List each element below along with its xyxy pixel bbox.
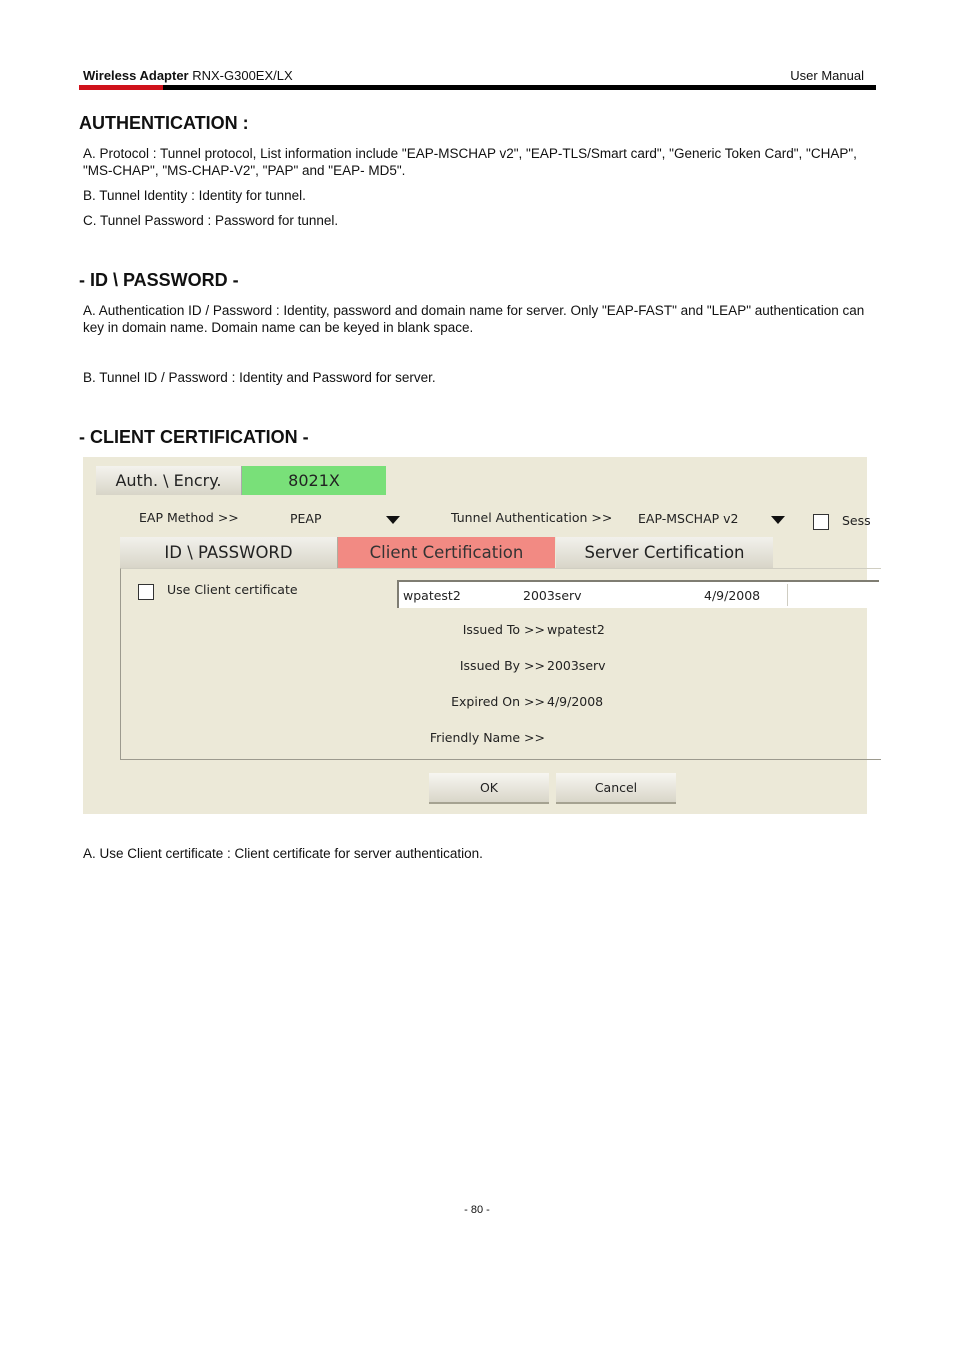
section-title-authentication: AUTHENTICATION : bbox=[79, 113, 249, 133]
idpw-item-auth-id: A. Authentication ID / Password : Identity, password and domain name for server. Only "EAP-FAST" and "LEAP" authentication can key in domain name. Domain name can be keyed in blank space. bbox=[83, 303, 865, 335]
section-title-client-cert: - CLIENT CERTIFICATION - bbox=[79, 427, 309, 447]
expired-on-label: Expired On >> bbox=[451, 694, 545, 709]
eap-method-select[interactable]: PEAP bbox=[290, 511, 322, 526]
session-label: Sess bbox=[842, 513, 871, 528]
issued-by-value: 2003serv bbox=[547, 658, 606, 673]
auth-item-tunnel-password: C. Tunnel Password : Password for tunnel. bbox=[83, 213, 339, 228]
cert-list-column-divider bbox=[787, 584, 788, 606]
cert-issuer-cell: 2003serv bbox=[523, 588, 582, 603]
tab-id-password[interactable]: ID \ PASSWORD bbox=[120, 537, 338, 568]
eap-method-dropdown-icon[interactable] bbox=[386, 516, 400, 524]
eap-method-label: EAP Method >> bbox=[139, 510, 239, 525]
session-checkbox[interactable] bbox=[813, 514, 829, 530]
client-cert-item-use: A. Use Client certificate : Client certificate for server authentication. bbox=[83, 846, 483, 861]
cancel-button[interactable]: Cancel bbox=[556, 773, 676, 804]
expired-on-value: 4/9/2008 bbox=[547, 694, 604, 709]
auth-item-protocol: A. Protocol : Tunnel protocol, List information include "EAP-MSCHAP v2", "EAP-TLS/Smart card", "Generic Token Card", "CHAP", "MS-CHAP", "MS-CHAP-V2", "PAP" and "EAP- MD5". bbox=[83, 146, 857, 178]
tab-server-certification[interactable]: Server Certification bbox=[556, 537, 773, 568]
use-client-cert-label: Use Client certificate bbox=[167, 582, 298, 597]
auth-item-tunnel-identity: B. Tunnel Identity : Identity for tunnel. bbox=[83, 188, 306, 203]
page-number: - 80 - bbox=[464, 1204, 490, 1216]
header-product-bold: Wireless Adapter bbox=[83, 68, 189, 83]
cert-list[interactable] bbox=[397, 580, 879, 608]
header-rule-accent bbox=[79, 85, 163, 90]
issued-to-label: Issued To >> bbox=[462, 622, 545, 637]
issued-by-label: Issued By >> bbox=[459, 658, 545, 673]
tunnel-auth-dropdown-icon[interactable] bbox=[771, 516, 785, 524]
header-product bbox=[83, 68, 293, 83]
use-client-cert-checkbox[interactable] bbox=[138, 584, 154, 600]
friendly-name-label: Friendly Name >> bbox=[429, 730, 545, 745]
header-doc-type: User Manual bbox=[790, 68, 864, 83]
cert-expiry-cell: 4/9/2008 bbox=[704, 588, 761, 603]
tunnel-auth-label: Tunnel Authentication >> bbox=[451, 510, 613, 525]
tab-client-certification[interactable]: Client Certification bbox=[338, 537, 555, 568]
header-rule bbox=[79, 85, 876, 90]
header-model: RNX-G300EX/LX bbox=[188, 68, 293, 83]
issued-to-value: wpatest2 bbox=[547, 622, 605, 637]
tunnel-auth-select[interactable]: EAP-MSCHAP v2 bbox=[638, 511, 739, 526]
section-title-id-password: - ID \ PASSWORD - bbox=[79, 270, 239, 290]
tab-8021x[interactable]: 8021X bbox=[242, 466, 386, 495]
tab-auth-encry[interactable]: Auth. \ Encry. bbox=[96, 466, 242, 495]
ok-button[interactable]: OK bbox=[429, 773, 549, 804]
client-cert-dialog bbox=[83, 457, 871, 814]
idpw-item-tunnel-id: B. Tunnel ID / Password : Identity and Password for server. bbox=[83, 370, 436, 385]
cert-name-cell: wpatest2 bbox=[403, 588, 461, 603]
